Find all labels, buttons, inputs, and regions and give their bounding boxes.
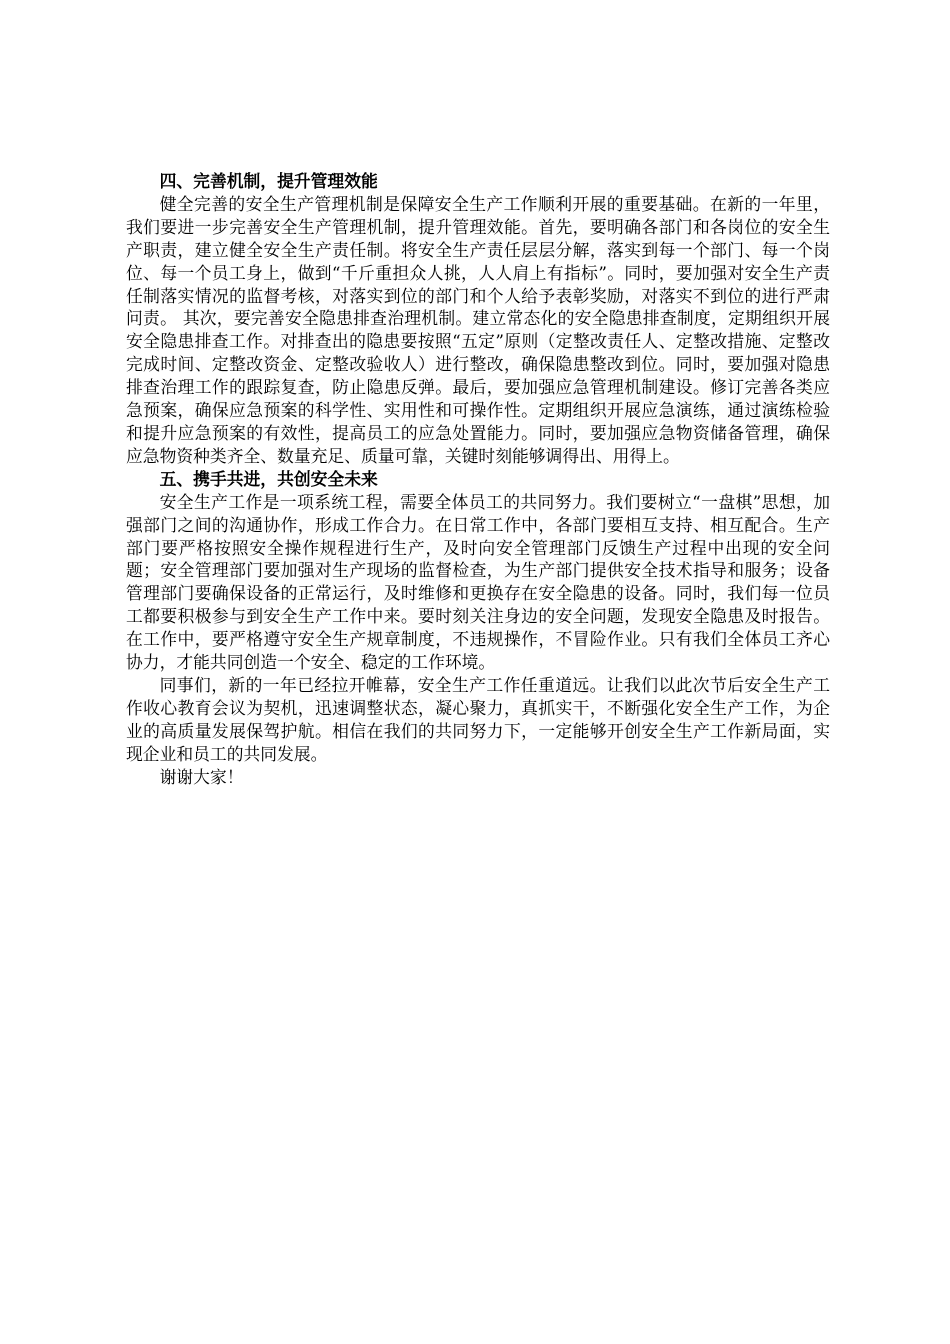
section-paragraph-5: 安全生产工作是一项系统工程，需要全体员工的共同努力。我们要树立“一盘棋”思想，加强部门之间的沟通协作，形成工作合力。在日常工作中，各部门要相互支持、相互配合。生产部门要严格按照安全操作规程进行生产，及时向安全管理部门反馈生产过程中出现的安全问题；安全管理部门要加强对生产现场的监督检查，为生产部门提供安全技术指导和服务；设备管理部门要确保设备的正常运行，及时维修和更换存在安全隐患的设备。同时，我们每一位员工都要积极参与到安全生产工作中来。要时刻关注身边的安全问题，发现安全隐患及时报告。在工作中，要严格遵守安全生产规章制度，不违规操作，不冒险作业。只有我们全体员工齐心协力，才能共同创造一个安全、稳定的工作环境。 [126, 491, 830, 673]
document-body [126, 170, 830, 788]
closing-paragraph: 同事们，新的一年已经拉开帷幕，安全生产工作任重道远。让我们以此次节后安全生产工作收心教育会议为契机，迅速调整状态，凝心聚力，真抓实干，不断强化安全生产工作，为企业的高质量发展保驾护航。相信在我们的共同努力下，一定能够开创安全生产工作新局面，实现企业和员工的共同发展。 [126, 674, 830, 764]
section-heading-4: 四、完善机制，提升管理效能 [159, 171, 378, 191]
section-paragraph-4: 健全完善的安全生产管理机制是保障安全生产工作顺利开展的重要基础。在新的一年里，我们要进一步完善安全生产管理机制，提升管理效能。首先，要明确各部门和各岗位的安全生产职责，建立健全安全生产责任制。将安全生产责任层层分解，落实到每一个部门、每一个岗位、每一个员工身上，做到“千斤重担众人挑，人人肩上有指标”。同时，要加强对安全生产责任制落实情况的监督考核，对落实到位的部门和个人给予表彰奖励，对落实不到位的进行严肃问责。 其次，要完善安全隐患排查治理机制。建立常态化的安全隐患排查制度，定期组织开展安全隐患排查工作。对排查出的隐患要按照“五定”原则（定整改责任人、定整改措施、定整改完成时间、定整改资金、定整改验收人）进行整改，确保隐患整改到位。同时，要加强对隐患排查治理工作的跟踪复查，防止隐患反弹。最后，要加强应急管理机制建设。修订完善各类应急预案，确保应急预案的科学性、实用性和可操作性。定期组织开展应急演练，通过演练检验和提升应急预案的有效性，提高员工的应急处置能力。同时，要加强应急物资储备管理，确保应急物资种类齐全、数量充足、质量可靠，关键时刻能够调得出、用得上。 [126, 193, 830, 466]
closing-thanks: 谢谢大家！ [159, 766, 244, 787]
section-heading-5: 五、携手共进，共创安全未来 [159, 468, 378, 489]
